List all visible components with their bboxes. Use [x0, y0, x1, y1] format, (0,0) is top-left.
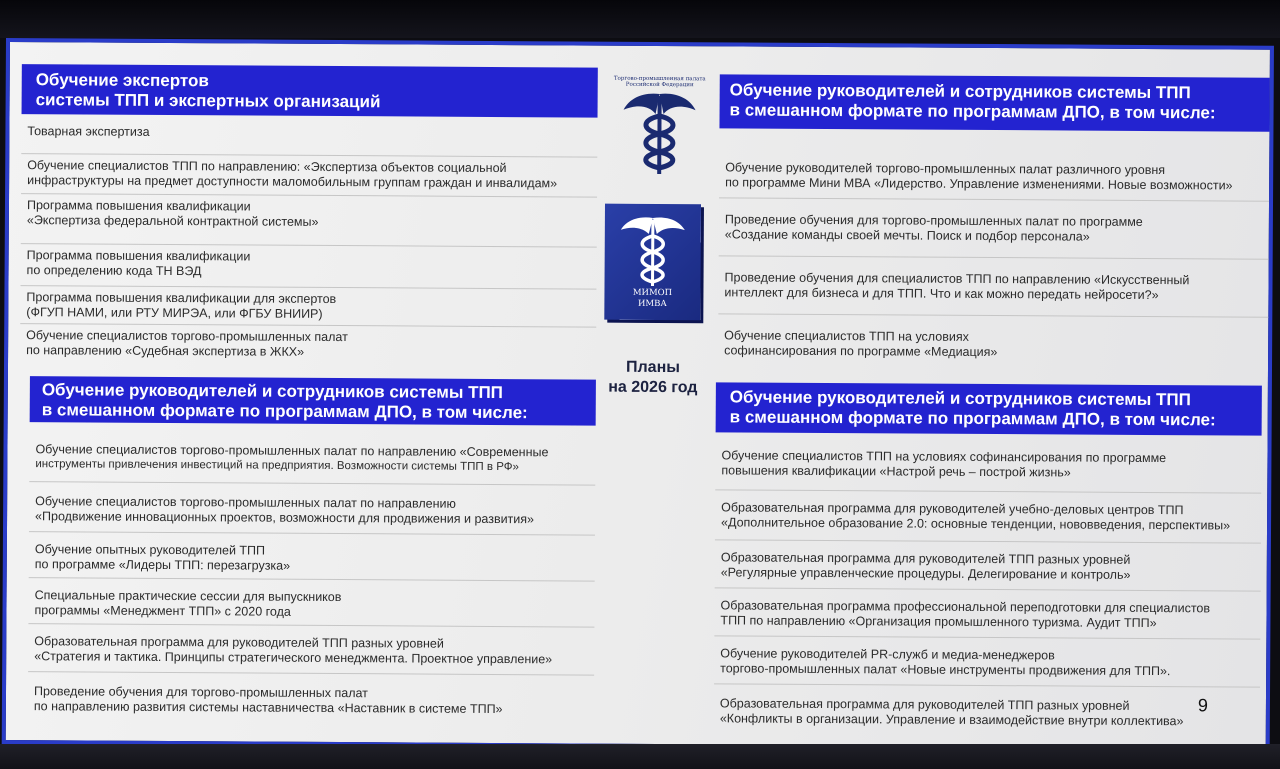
list-item	[21, 154, 597, 198]
item-text: Обучение специалистов торгово-промышленных палат по направлению	[35, 494, 456, 511]
item-text: по направлению развития системы наставничества «Наставник в системе ТПП»	[33, 699, 503, 717]
list-item	[718, 314, 1274, 367]
logo-caption: Торгово-промышленная палата	[613, 75, 706, 83]
caduceus-icon	[604, 210, 700, 291]
list-item	[28, 672, 594, 721]
item-text: Обучение специалистов ТПП по направлению: «Экспертиза объектов социальной	[27, 158, 507, 176]
list-item	[715, 490, 1261, 543]
item-text: «Регулярные управленческие процедуры. Делегирование и контроль»	[720, 565, 1131, 582]
panel-title-line: Обучение экспертов	[35, 70, 209, 91]
presentation-slide	[2, 38, 1274, 752]
list-item	[719, 146, 1274, 201]
item-text: (ФГУП НАМИ, или РТУ МИРЭА, или ФГБУ ВНИИР)	[26, 305, 323, 321]
item-text: Образовательная программа профессиональной переподготовки для специалистов	[720, 598, 1211, 616]
list-item	[21, 194, 597, 248]
item-text: Образовательная программа для руководителей ТПП разных уровней	[720, 550, 1131, 567]
item-text: повышения квалификации «Настрой речь – построй жизнь»	[721, 463, 1071, 480]
item-text: Обучение специалистов торгово-промышленных палат по направлению «Современные	[35, 442, 549, 460]
item-text: Программа повышения квалификации для экспертов	[26, 290, 337, 307]
item-text: Обучение специалистов торгово-промышленных палат	[26, 328, 348, 345]
item-text: Образовательная программа для руководителей учебно-деловых центров ТПП	[721, 500, 1184, 518]
plans-caption	[588, 358, 718, 399]
item-list	[20, 120, 597, 366]
panel-title-line: Обучение руководителей и сотрудников системы ТПП	[41, 380, 503, 403]
item-list	[718, 146, 1274, 367]
list-item	[718, 256, 1274, 317]
plans-line: Планы	[625, 358, 680, 377]
item-text: Специальные практические сессии для выпускников	[34, 588, 342, 605]
item-text: Обучение специалистов ТПП на условиях софинансирования по программе	[721, 448, 1167, 466]
list-item	[29, 532, 595, 581]
item-text: Проведение обучения для торгово-промышленных палат по программе	[724, 212, 1143, 229]
item-text: Программа повышения квалификации	[26, 198, 251, 214]
mimop-book-logo	[604, 204, 701, 321]
panel-title-line: в смешанном формате по программам ДПО, в том числе:	[41, 400, 528, 423]
list-item	[29, 482, 595, 535]
book-label	[604, 288, 700, 311]
item-text: Обучение специалистов ТПП на условиях	[724, 328, 969, 344]
item-text: Проведение обучения для специалистов ТПП по направлению «Искусственный	[724, 270, 1190, 288]
item-text: «Продвижение инновационных проектов, возможности для продвижения и развития»	[35, 509, 535, 527]
item-text: Товарная экспертиза	[27, 124, 150, 139]
list-item	[719, 198, 1274, 259]
item-text: Образовательная программа для руководителей ТПП разных уровней	[34, 634, 444, 651]
list-item	[20, 286, 596, 328]
item-text: Проведение обучения для торгово-промышленных палат	[33, 684, 368, 701]
panel-title	[22, 64, 598, 118]
list-item	[28, 624, 594, 675]
list-item	[714, 636, 1260, 687]
list-item	[715, 540, 1261, 591]
item-text: «Стратегия и тактика. Принципы стратегического менеджмента. Проектное управление»	[34, 649, 553, 667]
panel-title	[716, 382, 1262, 435]
item-text: по программе Мини МВА «Лидерство. Управление изменениями. Новые возможности»	[725, 175, 1233, 193]
item-text: интеллект для бизнеса и для ТПП. Что и как можно передать нейросети?»	[724, 285, 1159, 303]
item-text: «Создание команды своей мечты. Поиск и подбор персонала»	[724, 227, 1090, 244]
item-text: по программе «Лидеры ТПП: перезагрузка»	[34, 557, 291, 573]
list-item	[715, 442, 1261, 493]
list-item	[20, 324, 596, 366]
item-text: по направлению «Судебная экспертиза в ЖКХ»	[26, 343, 305, 359]
panel-title	[719, 74, 1274, 131]
item-text: Программа повышения квалификации	[26, 248, 251, 264]
page-number: 9	[1197, 695, 1209, 716]
panel-blended-training-left	[28, 376, 596, 721]
chamber-logo	[609, 76, 710, 184]
panel-blended-training-bottom-right	[714, 382, 1262, 733]
panel-title-line: системы ТПП и экспертных организаций	[35, 90, 381, 112]
item-text: торгово-промышленных палат «Новые инструменты продвижения для ТПП».	[720, 661, 1171, 679]
list-item	[29, 436, 595, 485]
panel-title-line: Обучение руководителей и сотрудников системы ТПП	[729, 80, 1191, 103]
book-label-line: ИМВА	[637, 298, 667, 310]
logo-caption: Российской Федерации	[625, 81, 694, 89]
item-text: «Дополнительное образование 2.0: основные тенденции, нововведения, перспективы»	[721, 515, 1231, 533]
list-item	[714, 684, 1260, 733]
item-text: по определению кода ТН ВЭД	[26, 263, 202, 279]
item-text: ТПП по направлению «Организация промышленного туризма. Аудит ТПП»	[720, 613, 1157, 631]
item-list	[714, 442, 1262, 733]
monitor-bezel-bottom	[0, 744, 1280, 769]
panel-title-line: в смешанном формате по программам ДПО, в том числе:	[729, 100, 1216, 123]
item-text: Обучение опытных руководителей ТПП	[34, 542, 266, 558]
item-text: инфраструктуры на предмет доступности маломобильным группам граждан и инвалидам»	[27, 173, 558, 191]
caduceus-icon	[619, 88, 700, 178]
item-text: инструменты привлечения инвестиций на предприятия. Возможности системы ТПП в РФ»	[35, 458, 519, 474]
list-item	[28, 578, 594, 627]
item-list	[28, 436, 596, 721]
list-item	[714, 588, 1260, 639]
item-text: Обучение руководителей торгово-промышленных палат различного уровня	[725, 160, 1166, 178]
item-text: софинансирования по программе «Медиация»	[724, 343, 998, 360]
panel-title-line: Обучение руководителей и сотрудников системы ТПП	[729, 387, 1191, 410]
item-text: программы «Менеджмент ТПП» с 2020 года	[34, 603, 291, 619]
panel-title	[30, 376, 596, 425]
panel-expert-training	[20, 64, 598, 366]
item-text: Обучение руководителей PR-служб и медиа-менеджеров	[720, 646, 1055, 663]
panel-blended-training-top-right	[718, 74, 1274, 367]
monitor-bezel-top	[0, 0, 1280, 38]
list-item	[20, 244, 596, 290]
item-text: Образовательная программа для руководителей ТПП разных уровней	[719, 696, 1130, 713]
panel-title-line: в смешанном формате по программам ДПО, в том числе:	[729, 407, 1216, 430]
list-item	[21, 120, 597, 158]
item-text: «Конфликты в организации. Управление и взаимодействие внутри коллектива»	[719, 711, 1184, 729]
item-text: «Экспертиза федеральной контрактной системы»	[26, 213, 319, 229]
book-label-line: МИМОП	[632, 287, 673, 299]
plans-line: на 2026 год	[608, 378, 698, 397]
